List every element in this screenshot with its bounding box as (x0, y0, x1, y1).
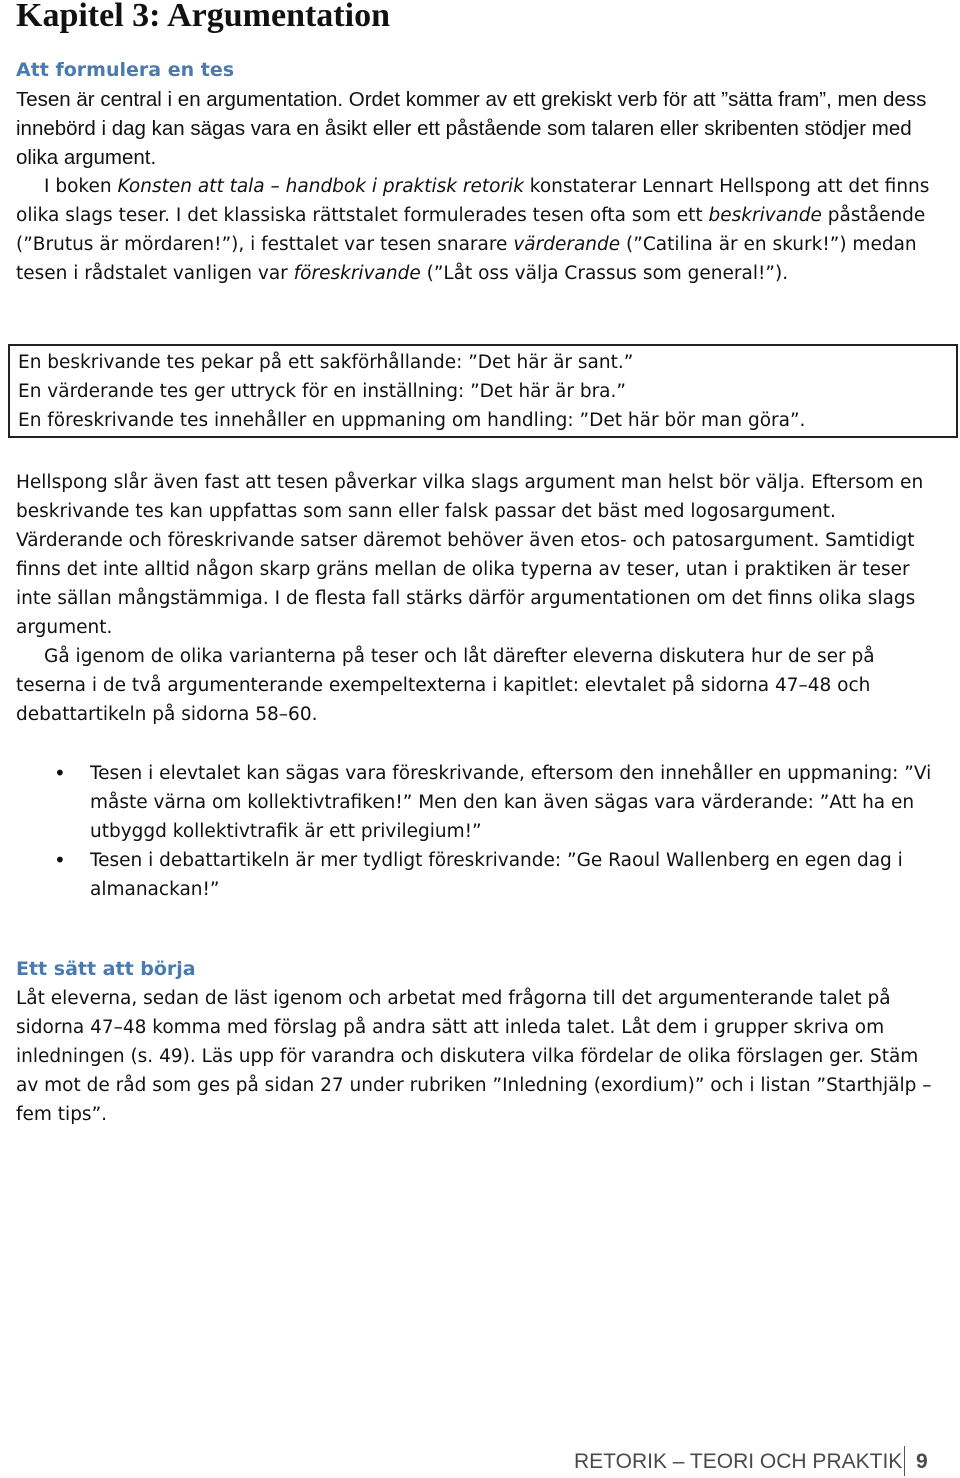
discussion-paragraph: Gå igenom de olika varianterna på teser och låt därefter eleverna diskutera hur de ser på teserna i de två argumenterande exempeltexterna i kapitlet: elevtalet på sidorna 47–48 och debattartikeln på sidorna 58–60. (16, 646, 875, 725)
section-heading-tes: Att formulera en tes (16, 59, 235, 81)
term-foreskrivande: föreskrivande (293, 263, 421, 284)
box-line-varderande: En värderande tes ger uttryck för en inställning: ”Det här är bra.” (18, 381, 626, 402)
argument-paragraph: Hellspong slår även fast att tesen påverkar vilka slags argument man helst bör välja. Eftersom en beskrivande tes kan uppfattas som sann eller falsk passar det bäst med logosargument. Värderande och föreskrivande satser däremot behöver även etos- och patosargument. Samtidigt finns det inte alltid någon skarp gräns mellan de olika typerna av teser, utan i praktiken är teser inte sällan mångstämmiga. I de flesta fall stärks därför argumentationen om det finns olika slags argument. (16, 472, 924, 638)
theses-paragraph: I boken Konsten att tala – handbok i praktisk retorik konstaterar Lennart Hellspong att det finns olika slags teser. I det klassiska rättstalet formulerades tesen ofta som ett beskrivande påstående (”Brutus är mördaren!”), i festtalet var tesen snarare värderande (”Catilina är en skurk!”) medan tesen i rådstalet vanligen var föreskrivande (”Låt oss välja Crassus som general!”). (16, 176, 930, 284)
examples-list (16, 759, 946, 904)
bullet-icon: • (54, 848, 66, 872)
intro-paragraph: Tesen är central i en argumentation. Ordet kommer av ett grekiskt verb för att ”sätta fram”, men dess innebörd i dag kan sägas vara en åsikt eller ett påstående som talaren eller skribenten stödjer med olika argument. (16, 88, 927, 169)
book-title: Konsten att tala – handbok i praktisk retorik (117, 176, 524, 197)
term-beskrivande: beskrivande (708, 205, 822, 226)
thesis-types-box (8, 344, 958, 438)
bullet-icon: • (54, 761, 66, 785)
section-heading-borja: Ett sätt att börja (16, 958, 196, 980)
footer-divider (904, 1446, 905, 1476)
box-line-foreskrivande: En föreskrivande tes innehåller en uppmaning om handling: ”Det här bör man göra”. (18, 410, 806, 431)
chapter-title: Kapitel 3: Argumentation (16, 0, 390, 34)
list-item: • Tesen i elevtalet kan sägas vara föreskrivande, eftersom den innehåller en uppmaning: ”Vi måste värna om kollektivtrafiken!” Men den kan även sägas vara värderande: ”Att ha en utbyggd kollektivtrafik är ett privilegium!” (54, 761, 932, 842)
footer-title: RETORIK – TEORI OCH PRAKTIK (574, 1450, 903, 1473)
start-paragraph: Låt eleverna, sedan de läst igenom och arbetat med frågorna till det argumenterande talet på sidorna 47–48 komma med förslag på andra sätt att inleda talet. Låt dem i grupper skriva om inledningen (s. 49). Läs upp för varandra och diskutera vilka fördelar de olika förslagen ger. Stäm av mot de råd som ges på sidan 27 under rubriken ”Inledning (exordium)” och i listan ”Starthjälp – fem tips”. (16, 988, 932, 1125)
term-varderande: värderande (513, 234, 621, 255)
box-line-beskrivande: En beskrivande tes pekar på ett sakförhållande: ”Det här är sant.” (18, 352, 634, 373)
list-item: • Tesen i debattartikeln är mer tydligt föreskrivande: ”Ge Raoul Wallenberg en egen dag i almanackan!” (54, 848, 903, 900)
page-number: 9 (916, 1450, 928, 1473)
